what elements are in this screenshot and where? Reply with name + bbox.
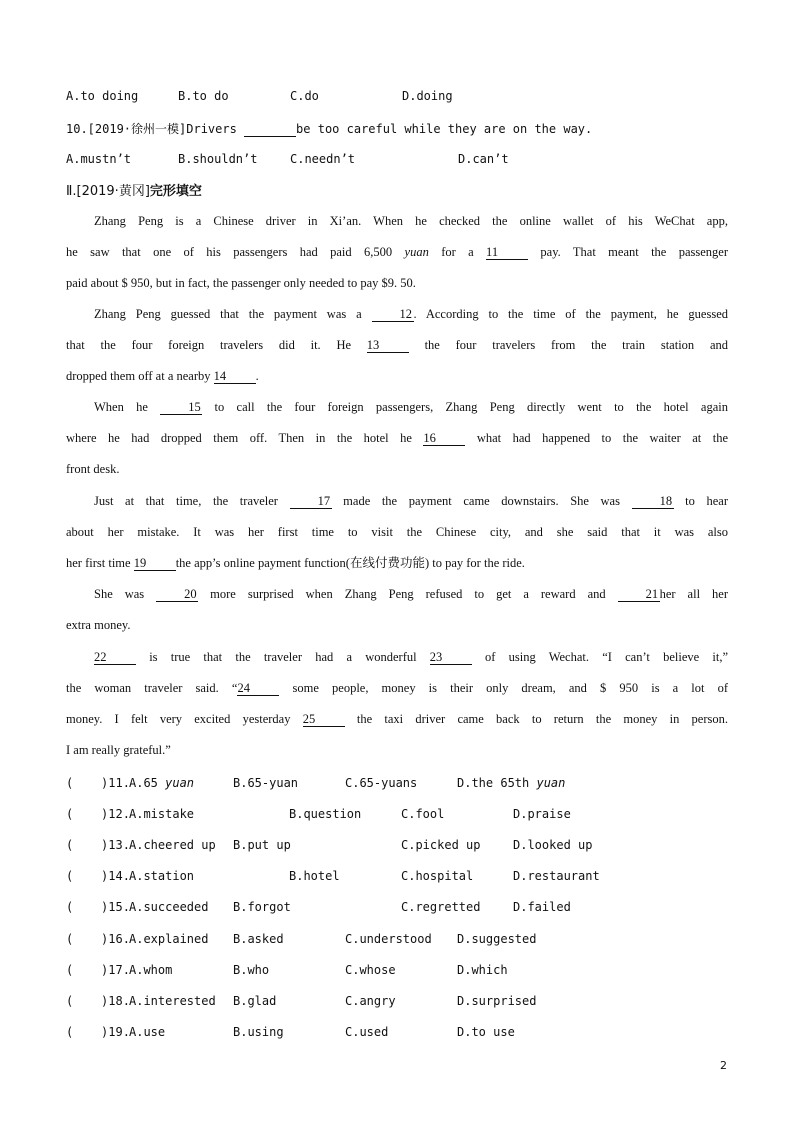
passage-line: that the four foreign travelers did it. He 13 the four travelers from the train station and: [66, 338, 728, 352]
question-11-number: )11.: [101, 776, 130, 790]
question-15-option-b: B.forgot: [233, 900, 291, 914]
blank-15: 15: [160, 400, 202, 415]
answer-paren-open: (: [66, 776, 74, 790]
question-11-option-b: B.65-yuan: [233, 776, 299, 790]
blank-20: 20: [156, 587, 198, 602]
question-17-number: )17.: [101, 963, 130, 977]
question-17-option-b: B.who: [233, 963, 270, 977]
blank-18: 18: [632, 494, 674, 509]
question-13-option-b: B.put up: [233, 838, 291, 852]
q10-option-c: C.needn’t: [290, 152, 356, 166]
question-12-option-a: A.mistake: [129, 807, 195, 821]
q10-stem: [66, 120, 592, 137]
passage-line: front desk.: [66, 462, 120, 476]
passage-line: 22 is true that the traveler had a wonderful 23 of using Wechat. “I can’t believe it,”: [94, 650, 728, 664]
q9-option-d: D.doing: [402, 89, 453, 103]
question-13-option-c: C.picked up: [401, 838, 481, 852]
blank-19: 19: [134, 556, 176, 571]
question-12-option-d: D.praise: [513, 807, 571, 821]
question-16-number: )16.: [101, 932, 130, 946]
passage-paragraph-5: [66, 579, 728, 641]
question-18-option-a: A.interested: [129, 994, 216, 1008]
question-14-option-d: D.restaurant: [513, 869, 600, 883]
question-15-option-a: A.succeeded: [129, 900, 209, 914]
passage-line: Zhang Peng is a Chinese driver in Xi’an. When he checked the online wallet of his WeChat app,: [94, 214, 728, 228]
question-16-option-b: B.asked: [233, 932, 284, 946]
question-18-option-c: C.angry: [345, 994, 396, 1008]
question-19-option-b: B.using: [233, 1025, 284, 1039]
passage-line: Just at that time, the traveler 17 made the payment came downstairs. She was 18 to hear: [94, 494, 728, 508]
question-11-option-d: D.the 65th yuan: [457, 776, 566, 790]
blank-21: 21: [618, 587, 660, 602]
answer-paren-open: (: [66, 900, 74, 914]
blank-25: 25: [303, 712, 345, 727]
q10-suffix: be too careful while they are on the way.: [296, 122, 593, 136]
blank-24: 24: [237, 681, 279, 696]
question-19-option-a: A.use: [129, 1025, 166, 1039]
answer-paren-open: (: [66, 994, 74, 1008]
question-16-option-a: A.explained: [129, 932, 209, 946]
passage-line: the woman traveler said. “24 some people, money is their only dream, and $ 950 is a lot of: [66, 681, 728, 695]
passage-line: about her mistake. It was her first time to visit the Chinese city, and she said that it was also: [66, 525, 728, 539]
blank-13: 13: [367, 338, 409, 353]
question-13-option-a: A.cheered up: [129, 838, 216, 852]
question-14-number: )14.: [101, 869, 130, 883]
question-12-option-b: B.question: [289, 807, 362, 821]
passage-line: Zhang Peng guessed that the payment was a 12 . According to the time of the payment, he guessed: [94, 307, 728, 321]
passage-line: She was 20 more surprised when Zhang Peng refused to get a reward and 21 her all her: [94, 587, 728, 601]
answer-paren-open: (: [66, 807, 74, 821]
passage-line: her first time 19 the app’s online payment function(在线付费功能) to pay for the ride.: [66, 556, 525, 570]
question-14-option-b: B.hotel: [289, 869, 340, 883]
passage-paragraph-6: [66, 642, 728, 766]
question-15-option-d: D.failed: [513, 900, 571, 914]
blank-12: 12: [372, 307, 414, 322]
section-prefix: Ⅱ.[2019·黄冈]: [66, 184, 150, 199]
blank-22: 22: [94, 650, 136, 665]
q9-option-b: B.to do: [178, 89, 229, 103]
passage-line: dropped them off at a nearby 14 .: [66, 369, 259, 383]
question-11-option-c: C.65-yuans: [345, 776, 418, 790]
question-18-option-d: D.surprised: [457, 994, 537, 1008]
blank-23: 23: [430, 650, 472, 665]
q10-option-d: D.can’t: [458, 152, 509, 166]
passage-line: money. I felt very excited yesterday 25 the taxi driver came back to return the money in person.: [66, 712, 728, 726]
q10-prefix: 10.[2019·徐州一模]Drivers: [66, 122, 245, 136]
q10-option-b: B.shouldn’t: [178, 152, 258, 166]
blank-17: 17: [290, 494, 332, 509]
passage-line: I am really grateful.”: [66, 743, 171, 757]
question-13-option-d: D.looked up: [513, 838, 593, 852]
question-16-option-d: D.suggested: [457, 932, 537, 946]
question-16-option-c: C.understood: [345, 932, 432, 946]
question-12-option-c: C.fool: [401, 807, 445, 821]
question-11-option-a: A.65 yuan: [129, 776, 195, 790]
question-18-option-b: B.glad: [233, 994, 277, 1008]
passage-line: paid about $ 950, but in fact, the passenger only needed to pay $9. 50.: [66, 276, 416, 290]
question-19-number: )19.: [101, 1025, 130, 1039]
answer-paren-open: (: [66, 932, 74, 946]
question-14-option-a: A.station: [129, 869, 195, 883]
section-heading: [66, 180, 202, 199]
passage-paragraph-2: [66, 299, 728, 392]
passage-line: where he had dropped them off. Then in the hotel he 16 what had happened to the waiter at the: [66, 431, 728, 445]
passage-line: he saw that one of his passengers had paid 6,500 yuan for a 11 pay. That meant the passenger: [66, 245, 728, 259]
passage-paragraph-1: [66, 206, 728, 299]
passage-paragraph-3: [66, 392, 728, 485]
question-14-option-c: C.hospital: [401, 869, 474, 883]
q10-option-a: A.mustn’t: [66, 152, 132, 166]
question-18-number: )18.: [101, 994, 130, 1008]
answer-paren-open: (: [66, 1025, 74, 1039]
answer-paren-open: (: [66, 838, 74, 852]
passage-line: extra money.: [66, 618, 131, 632]
question-17-option-c: C.whose: [345, 963, 396, 977]
section-title: 完形填空: [149, 184, 202, 199]
blank-11: 11: [486, 245, 528, 260]
question-17-option-d: D.which: [457, 963, 508, 977]
question-17-option-a: A.whom: [129, 963, 173, 977]
q9-option-a: A.to doing: [66, 89, 139, 103]
q10-blank: [244, 122, 296, 137]
question-19-option-d: D.to use: [457, 1025, 515, 1039]
passage-paragraph-4: [66, 486, 728, 579]
answer-paren-open: (: [66, 869, 74, 883]
question-15-number: )15.: [101, 900, 130, 914]
question-15-option-c: C.regretted: [401, 900, 481, 914]
q9-option-c: C.do: [290, 89, 319, 103]
blank-14: 14: [214, 369, 256, 384]
blank-16: 16: [423, 431, 465, 446]
question-19-option-c: C.used: [345, 1025, 389, 1039]
passage-line: When he 15 to call the four foreign passengers, Zhang Peng directly went to the hotel again: [94, 400, 728, 414]
question-13-number: )13.: [101, 838, 130, 852]
question-12-number: )12.: [101, 807, 130, 821]
page-number: 2: [720, 1059, 727, 1072]
answer-paren-open: (: [66, 963, 74, 977]
